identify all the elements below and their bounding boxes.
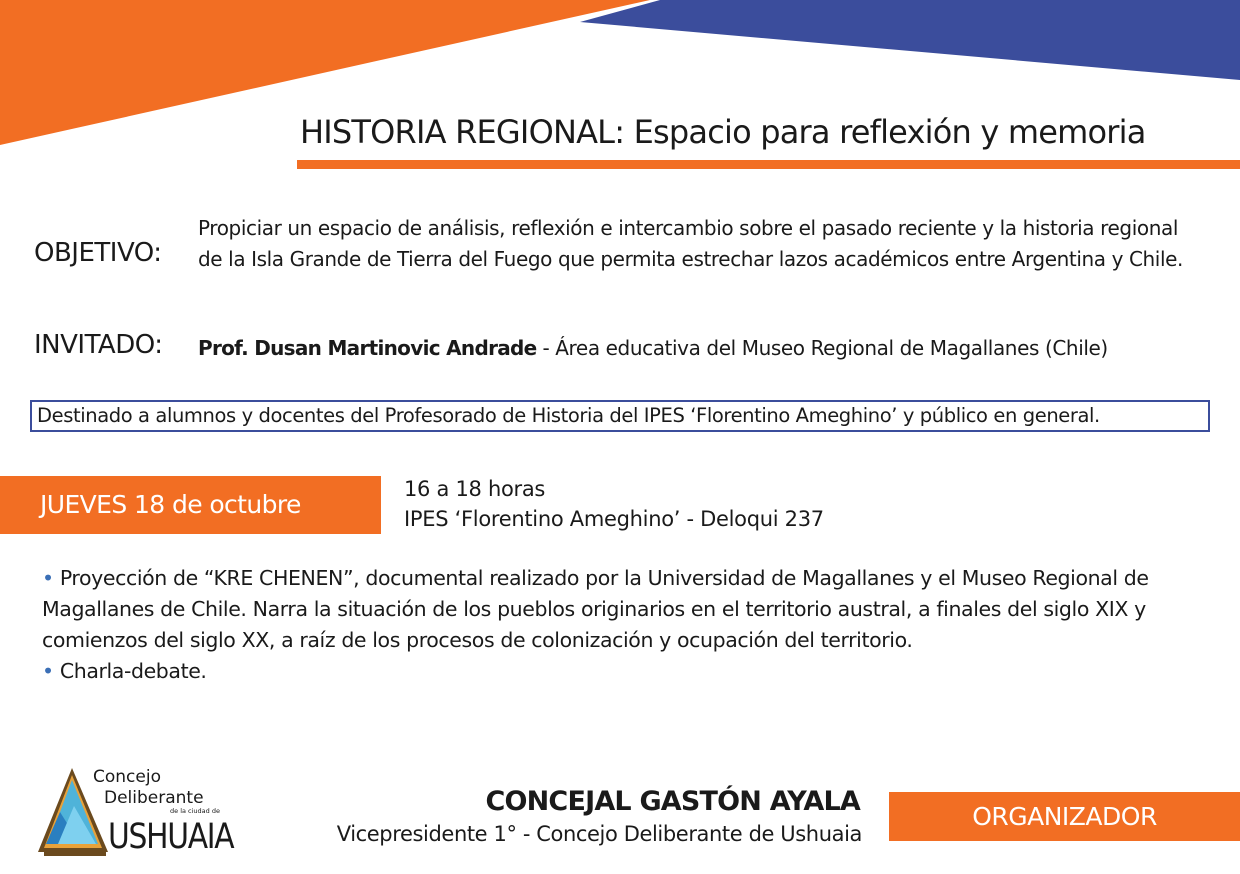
title-sub: Espacio para reflexión y memoria [624,113,1146,151]
page-title [300,108,1225,156]
logo-line3: de la ciudad de [170,807,220,815]
organizer-role: Vicepresidente 1° - Concejo Deliberante de Ushuaia [336,822,862,846]
program-item-text: Charla-debate. [53,659,207,683]
program-item [42,656,1192,687]
organizer-badge: ORGANIZADOR [889,792,1240,841]
program-list [42,563,1192,687]
bullet-icon: • [42,659,54,683]
logo-line4: USHUAIA [108,817,234,857]
program-item [42,563,1192,656]
program-item-text: Proyección de “KRE CHENEN”, documental realizado por la Universidad de Magallanes y el Museo Regional de Magallanes de Chile. Narra la situación de los pueblos originarios en el territorio austral, a finales del siglo XIX y comienzos del siglo XX, a raíz de los procesos de colonización y ocupación del territorio. [42,566,1149,652]
guest-info [198,333,1108,364]
objective-text: Propiciar un espacio de análisis, reflexión e intercambio sobre el pasado reciente y la historia regional de la Isla Grande de Tierra del Fuego que permita estrechar lazos académicos entre Argentina y Chile. [198,216,1183,271]
logo-line1: Concejo [93,767,161,787]
guest-affiliation: - Área educativa del Museo Regional de Magallanes (Chile) [536,336,1108,360]
blue-band-shape [580,0,1240,80]
bullet-icon: • [42,566,54,590]
audience-box: Destinado a alumnos y docentes del Profesorado de Historia del IPES ‘Florentino Ameghino’ y público en general. [30,400,1210,432]
title-main: HISTORIA REGIONAL: [300,113,625,151]
event-date-badge: JUEVES 18 de octubre [0,476,381,534]
event-time: 16 a 18 horas [404,477,546,501]
title-underline [297,160,1240,169]
guest-name: Prof. Dusan Martinovic Andrade [198,336,537,360]
organizer-name: CONCEJAL GASTÓN AYALA [485,786,860,817]
logo-line2: Deliberante [104,788,204,808]
objective-label: OBJETIVO: [34,238,162,268]
guest-label: INVITADO: [34,330,163,360]
event-place: IPES ‘Florentino Ameghino’ - Deloqui 237 [404,507,824,531]
